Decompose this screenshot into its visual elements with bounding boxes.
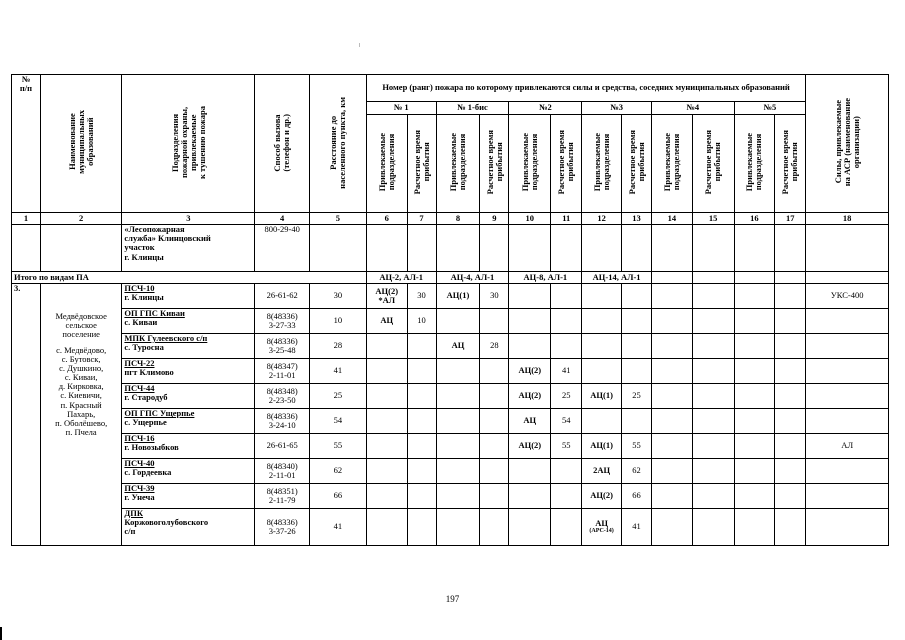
rank-2-attracted: АЦ(2) [509,434,551,459]
unit-phone: 8(48336) 3-37-26 [255,509,310,546]
rank-2-time: 25 [551,384,582,409]
rank-2-attracted [509,459,551,484]
rank-1-time [407,509,436,546]
rank-2-time [551,509,582,546]
rank-1-time [407,484,436,509]
col-number: 16 [734,213,775,225]
unit-name: ПСЧ-16 г. Новозыбков [122,434,255,459]
sub-attracted-1bis: Привлекаемые подразделения [436,115,480,213]
column-numbers-row [12,213,889,225]
rank-3-time: 55 [621,434,651,459]
rank-1bis-time: 30 [480,284,509,309]
rank-3-attracted: АЦ(1) [582,434,622,459]
rank-3-attracted: АЦ (АРС-14) [582,509,622,546]
rank-1-time [407,384,436,409]
unit-name: ПСЧ-44 г. Стародуб [122,384,255,409]
page-number: 197 [445,594,460,604]
sub-time-5: Расчетное время прибытия [775,115,806,213]
rank-1bis-time [480,384,509,409]
col-number: 4 [255,213,310,225]
sub-time-1bis: Расчетное время прибытия [480,115,509,213]
rank-1bis-time [480,359,509,384]
rank-3-time [621,334,651,359]
rank-2-attracted: АЦ(2) [509,384,551,409]
unit-asr: УКС-400 [806,284,889,309]
section-municipality: Медвёдовское сельское поселение с. Медвёдово, с. Бутовск, с. Душкино, с. Киваи, д. Кирковка, с. Киевичи, п. Красный Пахарь, п. Оболёшево, п. Пчела [40,284,121,546]
rank-3-attracted [582,409,622,434]
rank-1-time [407,409,436,434]
unit-asr [806,509,889,546]
rank-1-attracted [366,359,407,384]
rank-3-attracted: 2АЦ [582,459,622,484]
col-number: 1 [12,213,41,225]
col-number: 8 [436,213,480,225]
col-number: 12 [582,213,622,225]
rank-3-attracted [582,359,622,384]
rank-2-attracted [509,284,551,309]
table-row [12,434,889,459]
header-rank-group: Номер (ранг) пожара по которому привлекаются силы и средства, соседних муниципальных образований [366,75,805,102]
col-number: 6 [366,213,407,225]
scan-mark [359,43,360,47]
rank-2-attracted: АЦ [509,409,551,434]
rank-3-attracted [582,334,622,359]
unit-asr: АЛ [806,434,889,459]
unit-phone: 26-61-62 [255,284,310,309]
sub-attracted-2: Привлекаемые подразделения [509,115,551,213]
rank-1bis-time: 28 [480,334,509,359]
rank-2-attracted [509,509,551,546]
rank-2-time [551,484,582,509]
fire-resources-table [11,74,889,546]
binding-mark [0,627,2,640]
col-number: 7 [407,213,436,225]
col-number: 10 [509,213,551,225]
rank-1bis-time [480,309,509,334]
sub-time-4: Расчетное время прибытия [692,115,734,213]
rank-1bis-attracted [436,434,480,459]
rank-3-attracted [582,309,622,334]
rank-1-attracted [366,409,407,434]
table-row [12,484,889,509]
rank-1bis-attracted [436,359,480,384]
rank-3-attracted [582,284,622,309]
rank-1-time: 10 [407,309,436,334]
table-row [12,509,889,546]
header-subdivisions: Подразделения пожарной охраны, привлекаемые к тушению пожара [122,75,255,213]
rank-1: № 1 [366,102,436,115]
table-row [12,359,889,384]
rank-5: №5 [734,102,806,115]
unit-phone: 8(48336) 3-27-33 [255,309,310,334]
unit-distance: 30 [310,284,367,309]
header-distance: Расстояние до населенного пункта, км [310,75,367,213]
rank-2-time [551,284,582,309]
rank-1-time [407,434,436,459]
unit-name: ПСЧ-10 г. Клинцы [122,284,255,309]
rank-1bis-time [480,434,509,459]
unit-asr [806,334,889,359]
rank-1bis-attracted: АЦ(1) [436,284,480,309]
rank-1-time [407,359,436,384]
rank-1bis-time [480,459,509,484]
rank-1-attracted [366,384,407,409]
unit-asr [806,359,889,384]
rank-3-time: 66 [621,484,651,509]
table-row [12,384,889,409]
rank-2-attracted [509,484,551,509]
unit-name: ДПК Коржовоголубовского с/п [122,509,255,546]
unit-name: ПСЧ-39 г. Унеча [122,484,255,509]
unit-phone: 8(48336) 3-25-48 [255,334,310,359]
sub-attracted-1: Привлекаемые подразделения [366,115,407,213]
table-row [12,409,889,434]
sub-attracted-4: Привлекаемые подразделения [651,115,692,213]
table-row [12,459,889,484]
unit-phone: 8(48347) 2-11-01 [255,359,310,384]
unit-distance: 55 [310,434,367,459]
rank-1bis-time [480,409,509,434]
rank-3-attracted: АЦ(2) [582,484,622,509]
rank-4: №4 [651,102,734,115]
forest-service-phone: 800-29-40 [255,225,310,272]
totals-rank-3: АЦ-14, АЛ-1 [582,272,652,284]
unit-asr [806,459,889,484]
totals-label: Итого по видам ПА [12,272,367,284]
rank-2-attracted: АЦ(2) [509,359,551,384]
sub-time-3: Расчетное время прибытия [621,115,651,213]
rank-1bis-time [480,484,509,509]
col-number: 11 [551,213,582,225]
unit-distance: 66 [310,484,367,509]
rank-1-time: 30 [407,284,436,309]
col-number: 3 [122,213,255,225]
section-number: 3. [12,284,41,546]
rank-3-note: (АРС-14) [589,528,614,535]
unit-asr [806,484,889,509]
unit-name: ОП ГПС Киваи с. Киваи [122,309,255,334]
totals-rank-1: АЦ-2, АЛ-1 [366,272,436,284]
sub-attracted-5: Привлекаемые подразделения [734,115,775,213]
rank-1-attracted [366,334,407,359]
sub-attracted-3: Привлекаемые подразделения [582,115,622,213]
rank-3-time [621,309,651,334]
unit-asr [806,409,889,434]
rank-3-time: 62 [621,459,651,484]
col-number: 5 [310,213,367,225]
rank-3-time [621,409,651,434]
rank-3-time: 25 [621,384,651,409]
unit-phone: 26-61-65 [255,434,310,459]
rank-1-time [407,334,436,359]
rank-1-attracted [366,434,407,459]
col-number: 15 [692,213,734,225]
col-number: 13 [621,213,651,225]
rank-2: №2 [509,102,582,115]
rank-2-time [551,334,582,359]
col-number: 2 [40,213,121,225]
rank-2-time: 54 [551,409,582,434]
rank-1bis-time [480,509,509,546]
unit-distance: 41 [310,359,367,384]
rank-3-time [621,359,651,384]
unit-name: МПК Гулеевского с/п с. Туросна [122,334,255,359]
unit-asr [806,309,889,334]
forest-service-row [12,225,889,272]
unit-phone: 8(48351) 2-11-79 [255,484,310,509]
totals-rank-2: АЦ-8, АЛ-1 [509,272,582,284]
rank-1-attracted: АЦ(2) *АЛ [366,284,407,309]
unit-distance: 25 [310,384,367,409]
rank-3-time [621,284,651,309]
rank-1-bis: № 1-бис [436,102,509,115]
col-number: 14 [651,213,692,225]
totals-row [12,272,889,284]
rank-1-time [407,459,436,484]
unit-asr [806,384,889,409]
unit-distance: 54 [310,409,367,434]
rank-2-attracted [509,334,551,359]
table-row [12,284,889,309]
sub-time-1: Расчетное время прибытия [407,115,436,213]
unit-phone: 8(48340) 2-11-01 [255,459,310,484]
rank-1bis-attracted [436,459,480,484]
header-call-method: Способ вызова (телефон и др.) [255,75,310,213]
col-number: 9 [480,213,509,225]
unit-distance: 10 [310,309,367,334]
col-number: 17 [775,213,806,225]
rank-1bis-attracted [436,409,480,434]
rank-2-time [551,459,582,484]
rank-1bis-attracted [436,509,480,546]
header-municipality: Наименование муниципальных образований [40,75,121,213]
unit-name: ПСЧ-22 пгт Климово [122,359,255,384]
rank-1-attracted [366,484,407,509]
rank-1-attracted [366,509,407,546]
rank-2-time: 41 [551,359,582,384]
header-num: № п/п [12,75,41,213]
unit-distance: 62 [310,459,367,484]
unit-phone: 8(48336) 3-24-10 [255,409,310,434]
rank-1-attracted: АЦ [366,309,407,334]
rank-1bis-attracted [436,309,480,334]
unit-distance: 28 [310,334,367,359]
rank-2-time [551,309,582,334]
header-asr: Силы, привлекаемые на АСР (наименование организации) [806,75,889,213]
rank-2-time: 55 [551,434,582,459]
table-row [12,334,889,359]
rank-3: №3 [582,102,652,115]
rank-1bis-attracted [436,484,480,509]
rank-1bis-attracted: АЦ [436,334,480,359]
unit-name: ПСЧ-40 с. Гордеевка [122,459,255,484]
rank-2-attracted [509,309,551,334]
unit-phone: 8(48348) 2-23-50 [255,384,310,409]
rank-3-attracted: АЦ(1) [582,384,622,409]
unit-name: ОП ГПС Ущерпье с. Ущерпье [122,409,255,434]
unit-distance: 41 [310,509,367,546]
table-row [12,309,889,334]
col-number: 18 [806,213,889,225]
sub-time-2: Расчетное время прибытия [551,115,582,213]
rank-1bis-attracted [436,384,480,409]
forest-service-unit: «Лесопожарная служба» Клинцовский участок г. Клинцы [122,225,255,272]
rank-1-attracted [366,459,407,484]
totals-rank-1bis: АЦ-4, АЛ-1 [436,272,509,284]
rank-3-time: 41 [621,509,651,546]
